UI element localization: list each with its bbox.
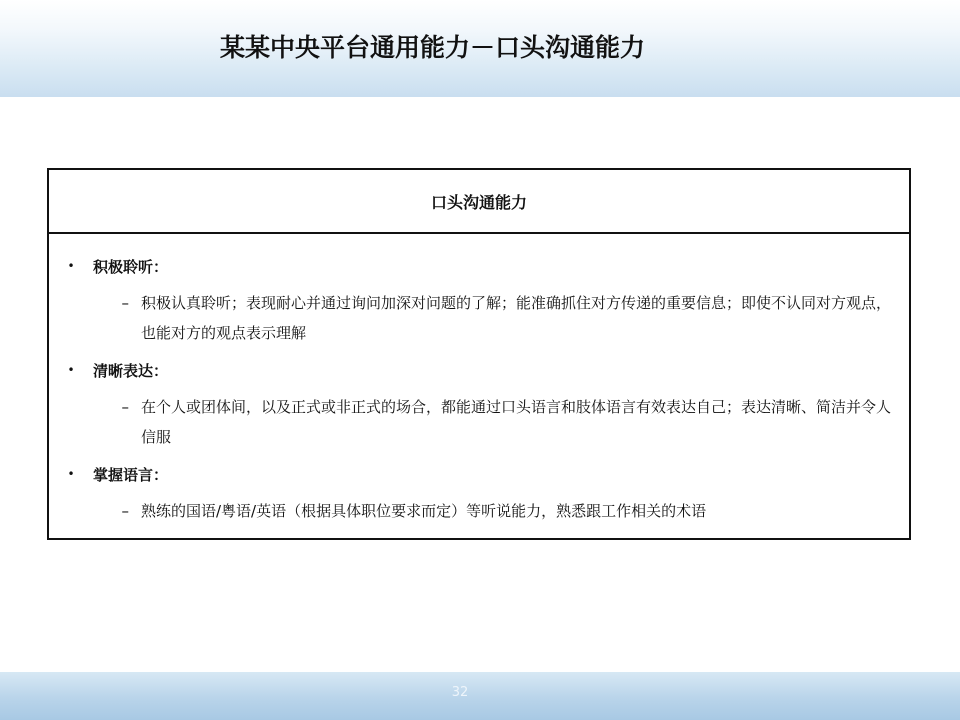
box-body xyxy=(49,234,909,526)
detail-text: 熟练的国语/粤语/英语（根据具体职位要求而定）等听说能力，熟悉跟工作相关的术语 xyxy=(141,502,707,520)
section-head xyxy=(49,460,909,488)
bullet-icon: • xyxy=(67,363,75,377)
bullet-icon: • xyxy=(67,467,75,481)
section-detail xyxy=(49,288,909,348)
competency-box xyxy=(47,168,911,540)
section-title: 积极聆听： xyxy=(93,257,169,276)
section-detail xyxy=(49,392,909,452)
section-clear-expression xyxy=(49,356,909,452)
page-number: 32 xyxy=(451,685,469,700)
slide-title: 某某中央平台通用能力－口头沟通能力 xyxy=(220,33,646,62)
section-title: 清晰表达： xyxy=(93,361,169,380)
detail-text: 积极认真聆听；表现耐心并通过询问加深对问题的了解；能准确抓住对方传递的重要信息；即使不认同对方观点，也能对方的观点表示理解 xyxy=(141,294,892,342)
section-head xyxy=(49,252,909,280)
section-active-listening xyxy=(49,252,909,348)
section-head xyxy=(49,356,909,384)
dash-icon: – xyxy=(121,294,129,312)
detail-text: 在个人或团体间，以及正式或非正式的场合，都能通过口头语言和肢体语言有效表达自己；表达清晰、简洁并令人信服 xyxy=(141,398,892,446)
box-header: 口头沟通能力 xyxy=(49,170,909,234)
section-title: 掌握语言： xyxy=(93,465,169,484)
section-detail xyxy=(49,496,909,526)
section-language-mastery xyxy=(49,460,909,526)
dash-icon: – xyxy=(121,398,129,416)
dash-icon: – xyxy=(121,502,129,520)
bullet-icon: • xyxy=(67,259,75,273)
